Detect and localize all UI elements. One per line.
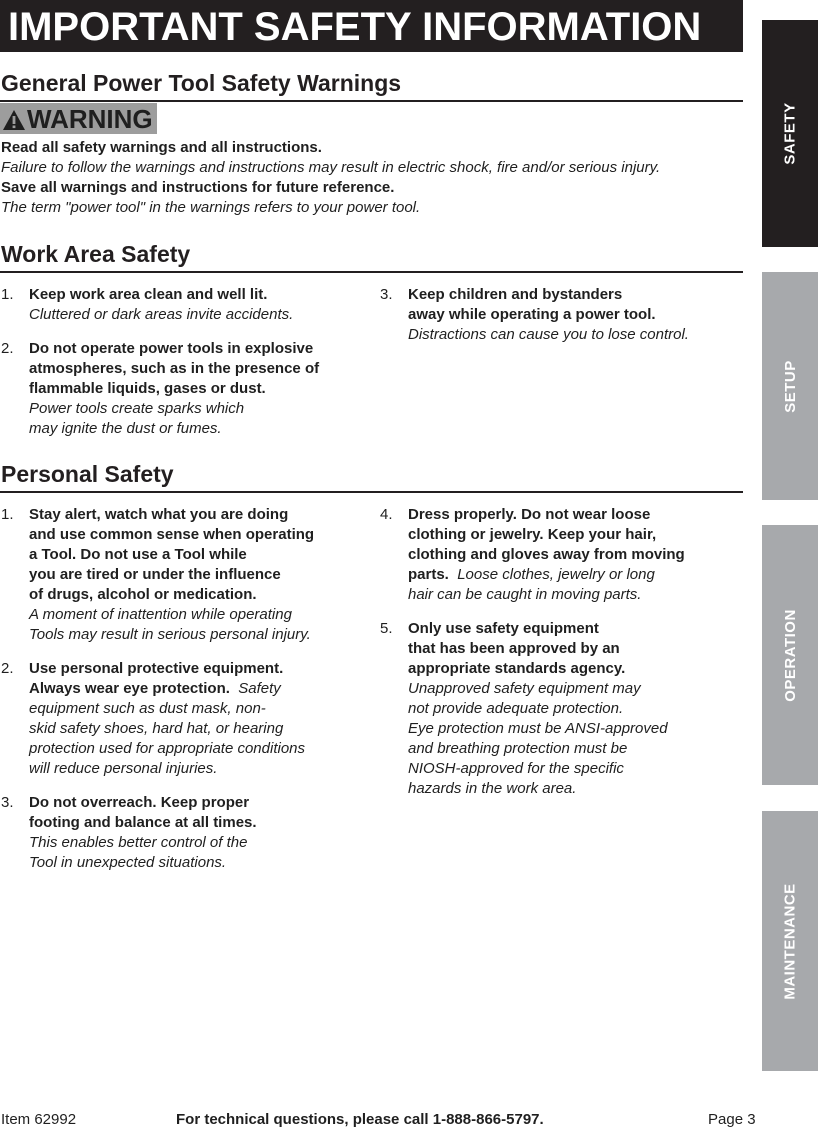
item-number: 1. xyxy=(1,286,14,303)
list-item xyxy=(1,793,366,873)
item-italic-line: Tool in unexpected situations. xyxy=(29,854,227,871)
item-bold-line: Only use safety equipment xyxy=(408,620,599,637)
list-item xyxy=(380,619,742,799)
item-number: 3. xyxy=(1,794,14,811)
tab-label: MAINTENANCE xyxy=(781,882,799,1000)
tab-maintenance[interactable] xyxy=(762,811,818,1071)
item-bold-line: you are tired or under the influence xyxy=(29,566,281,583)
section-divider xyxy=(0,271,743,273)
item-bold-line: Dress properly. Do not wear loose xyxy=(408,506,651,523)
item-number: 3. xyxy=(380,286,393,303)
list-item xyxy=(1,339,366,439)
section-divider xyxy=(0,491,743,493)
item-number: 1. xyxy=(1,506,14,523)
item-bold-line: clothing or jewelry. Keep your hair, xyxy=(408,526,657,543)
intro-line: Failure to follow the warnings and instructions may result in electric shock, fire and/or serious injury. xyxy=(1,159,661,176)
tab-safety[interactable] xyxy=(762,20,818,247)
section-title-work-area: Work Area Safety xyxy=(1,241,191,267)
warning-label: WARNING xyxy=(27,104,153,134)
item-italic-line: Loose clothes, jewelry or long xyxy=(457,566,655,583)
item-bold-line: clothing and gloves away from moving xyxy=(408,546,685,563)
item-bold-line: Stay alert, watch what you are doing xyxy=(29,506,289,523)
item-italic-line: Safety xyxy=(238,680,281,697)
section-divider xyxy=(0,100,743,102)
list-item xyxy=(1,659,366,779)
item-italic-line: will reduce personal injuries. xyxy=(29,760,218,777)
work-area-left-column xyxy=(1,285,366,453)
personal-left-column xyxy=(1,505,366,887)
section-title-general: General Power Tool Safety Warnings xyxy=(1,70,402,96)
item-bold-line: atmospheres, such as in the presence of xyxy=(29,360,320,377)
item-bold-line: flammable liquids, gases or dust. xyxy=(29,380,266,397)
personal-right-column xyxy=(380,505,742,813)
item-italic-line: and breathing protection must be xyxy=(408,740,628,757)
item-bold-line: Do not overreach. Keep proper xyxy=(29,794,250,811)
item-italic-line: Distractions can cause you to lose control. xyxy=(408,326,689,343)
item-number: 4. xyxy=(380,506,393,523)
tab-label: SETUP xyxy=(781,359,799,413)
item-italic-line: This enables better control of the xyxy=(29,834,248,851)
item-italic-line: protection used for appropriate conditions xyxy=(29,740,306,757)
list-item xyxy=(380,285,742,345)
tab-setup[interactable] xyxy=(762,272,818,500)
item-bold-line: away while operating a power tool. xyxy=(408,306,656,323)
list-item xyxy=(1,285,366,325)
item-bold-line: a Tool. Do not use a Tool while xyxy=(29,546,247,563)
item-italic-line: equipment such as dust mask, non- xyxy=(29,700,266,717)
general-warnings-text xyxy=(1,138,743,218)
item-bold-line: of drugs, alcohol or medication. xyxy=(29,586,257,603)
item-italic-line: Tools may result in serious personal injury. xyxy=(29,626,311,643)
item-italic-line: skid safety shoes, hard hat, or hearing xyxy=(29,720,284,737)
tab-label: SAFETY xyxy=(781,102,799,165)
tab-operation[interactable] xyxy=(762,525,818,785)
item-italic-line: not provide adequate protection. xyxy=(408,700,624,717)
item-italic-line: hair can be caught in moving parts. xyxy=(408,586,642,603)
item-italic-line: Cluttered or dark areas invite accidents. xyxy=(29,306,294,323)
item-number: 2. xyxy=(1,340,14,357)
intro-line: Save all warnings and instructions for future reference. xyxy=(1,179,395,196)
intro-line: Read all safety warnings and all instructions. xyxy=(1,139,322,156)
footer-page-number: Page 3 xyxy=(708,1111,756,1128)
item-bold-line: Use personal protective equipment. xyxy=(29,660,284,677)
item-italic-line: may ignite the dust or fumes. xyxy=(29,420,222,437)
item-italic-line: A moment of inattention while operating xyxy=(29,606,292,623)
item-bold-line: Keep work area clean and well lit. xyxy=(29,286,268,303)
tab-label: OPERATION xyxy=(781,608,799,702)
page-banner-title: IMPORTANT SAFETY INFORMATION xyxy=(0,0,743,52)
list-item xyxy=(380,505,742,605)
list-item xyxy=(1,505,366,645)
intro-line: The term "power tool" in the warnings refers to your power tool. xyxy=(1,199,421,216)
item-bold-line: Do not operate power tools in explosive xyxy=(29,340,314,357)
warning-triangle-icon xyxy=(2,109,26,131)
item-italic-line: Eye protection must be ANSI-approved xyxy=(408,720,668,737)
item-bold-line: Keep children and bystanders xyxy=(408,286,623,303)
item-italic-line: hazards in the work area. xyxy=(408,780,577,797)
item-bold-line: footing and balance at all times. xyxy=(29,814,257,831)
section-title-personal: Personal Safety xyxy=(1,461,174,487)
item-italic-line: Unapproved safety equipment may xyxy=(408,680,641,697)
warning-badge xyxy=(0,103,157,134)
item-bold-line: Always wear eye protection. xyxy=(29,680,230,697)
item-italic-line: Power tools create sparks which xyxy=(29,400,245,417)
item-italic-line: NIOSH-approved for the specific xyxy=(408,760,624,777)
item-bold-line: and use common sense when operating xyxy=(29,526,315,543)
work-area-right-column xyxy=(380,285,742,359)
item-number: 5. xyxy=(380,620,393,637)
item-number: 2. xyxy=(1,660,14,677)
item-bold-line: that has been approved by an xyxy=(408,640,620,657)
item-bold-line: appropriate standards agency. xyxy=(408,660,626,677)
footer-item-number: Item 62992 xyxy=(1,1111,77,1128)
item-bold-line: parts. xyxy=(408,566,449,583)
footer-contact: For technical questions, please call 1-888-866-5797. xyxy=(176,1111,544,1128)
